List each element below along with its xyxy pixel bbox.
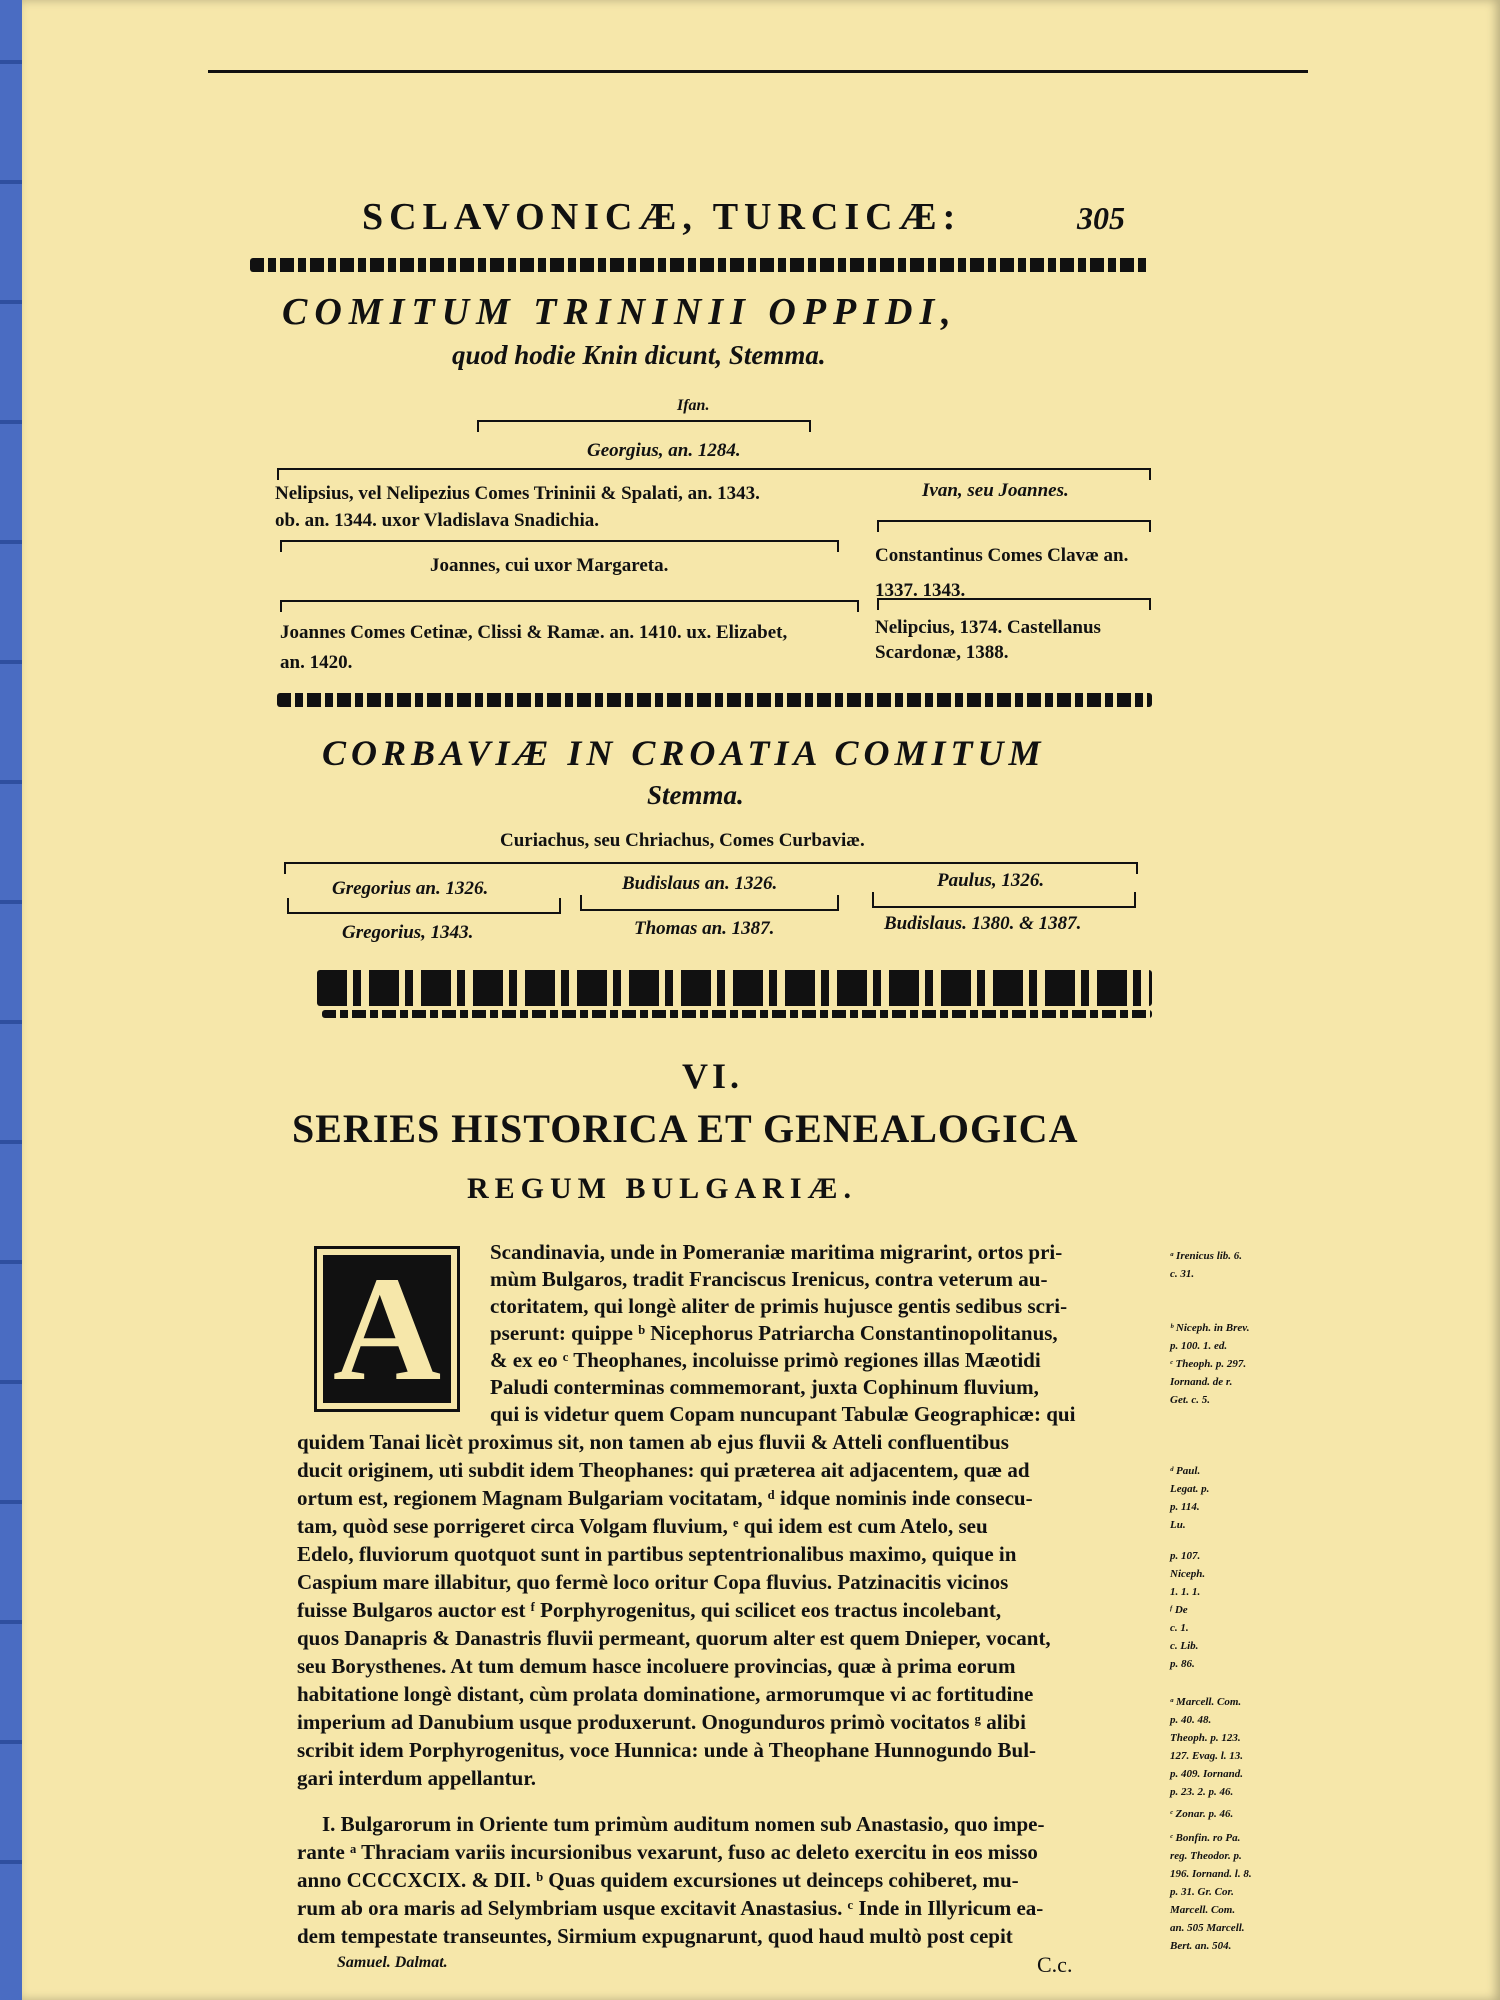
text-line: Caspium mare illabitur, quo fermè loco oritur Copa fluvius. Patzinacitis vicinos [297,1570,1009,1594]
margin-note: ᵈ Paul. [1170,1465,1201,1477]
text-line: ortum est, regionem Magnam Bulgariam vocitatam, ᵈ idque nominis inde consecu- [297,1486,1033,1510]
brace-gen2-right [877,520,1151,532]
margin-note: ᵃ Marcell. Com. [1170,1696,1242,1708]
margin-note: 196. Iornand. l. 8. [1170,1868,1252,1880]
page-number: 305 [1077,200,1125,236]
stemma-nelipsius-2: ob. an. 1344. uxor Vladislava Snadichia. [275,510,599,531]
text-line: rante ᵃ Thraciam variis incursionibus vexarunt, fuso ac deleto exercitu in eos misso [297,1840,1038,1864]
stemma-ivan: Ivan, seu Joannes. [922,480,1069,501]
brace-budislaus [580,895,839,911]
section1-subtitle: quod hodie Knin dicunt, Stemma. [452,340,826,370]
brace-gregorius [287,898,561,914]
margin-note: an. 505 Marcell. [1170,1922,1245,1934]
stemma-joannes-cetinae-2: an. 1420. [280,652,353,673]
text-line: fuisse Bulgaros auctor est ᶠ Porphyrogenitus, qui scilicet eos tractus incolebant, [297,1598,1002,1622]
ornament-rule [250,258,1150,272]
margin-note: Legat. p. [1170,1483,1210,1495]
stemma-joannes: Joannes, cui uxor Margareta. [430,555,669,576]
text-line: tam, quòd sese porrigeret circa Volgam fluvium, ᵉ qui idem est cum Atelo, seu [297,1514,988,1538]
brace-paulus [872,892,1136,908]
margin-note: Get. c. 5. [1170,1394,1211,1406]
text-line: ctoritatem, qui longè aliter de primis hujusce gentis sedibus scri- [490,1294,1068,1318]
brace-gen2-left [280,540,839,552]
brace-gen3-right [877,598,1151,610]
margin-note: p. 107. [1170,1550,1201,1562]
margin-note: 127. Evag. l. 13. [1170,1750,1244,1762]
margin-note: p. 114. [1170,1501,1200,1513]
text-line: dem tempestate transeuntes, Sirmium expugnarunt, quod haud multò post cepit [297,1924,1013,1948]
text-line: Scandinavia, unde in Pomeraniæ maritima migrarint, ortos pri- [490,1240,1063,1264]
margin-note: p. 409. Iornand. [1170,1768,1244,1780]
margin-note: Bert. an. 504. [1170,1940,1232,1952]
section2-title: CORBAVIÆ IN CROATIA COMITUM [322,733,1046,773]
section-numeral: VI. [682,1056,744,1096]
text-line: gari interdum appellantur. [297,1766,536,1790]
ornament-band [317,970,1152,1006]
signature-mark: C.c. [1037,1952,1073,1977]
stemma-joannes-cetinae: Joannes Comes Cetinæ, Clissi & Ramæ. an. 1410. ux. Elizabet, [280,622,788,643]
margin-note: Lu. [1170,1519,1186,1531]
margin-note: p. 23. 2. p. 46. [1170,1786,1234,1798]
margin-note: Theoph. p. 123. [1170,1732,1241,1744]
margin-note: p. 86. [1170,1658,1195,1670]
section1-title: COMITUM TRININII OPPIDI, [282,291,958,333]
stemma-gregorius: Gregorius an. 1326. [332,878,489,899]
margin-note: p. 100. 1. ed. [1170,1340,1228,1352]
text-line: habitatione longè distant, cùm prolata dominatione, armorumque vi ac fortitudine [297,1682,1034,1706]
text-line: seu Borysthenes. At tum demum hasce incoluere provincias, quæ à prima eorum [297,1654,1016,1678]
text-line: qui is videtur quem Copam nuncupant Tabulæ Geographicæ: qui [490,1402,1076,1426]
margin-note: 1. 1. 1. [1170,1586,1201,1598]
stemma-constantinus-2: 1337. 1343. [875,580,966,601]
stemma-nelipcius: Nelipcius, 1374. Castellanus [875,617,1101,638]
margin-note: p. 40. 48. [1170,1714,1212,1726]
brace-gen3-left [280,600,859,612]
stemma-ifan: Ifan. [677,397,710,414]
stemma-gregorius-2: Gregorius, 1343. [342,922,474,943]
margin-note: Iornand. de r. [1170,1376,1233,1388]
text-line: & ex eo ᶜ Theophanes, incoluisse primò regiones illas Mæotidi [490,1348,1041,1372]
running-title: SCLAVONICÆ, TURCICÆ: [362,196,962,238]
section3-subtitle: REGUM BULGARIÆ. [467,1172,858,1205]
section2-subtitle: Stemma. [647,780,744,810]
text-line: quos Danapris & Danastris fluvii permeant, quorum alter est quem Dnieper, vocant, [297,1626,1051,1650]
catchword: Samuel. Dalmat. [337,1954,448,1971]
text-line: Paludi conterminas commemorant, juxta Cophinum fluvium, [490,1375,1039,1399]
text-line: mùm Bulgaros, tradit Franciscus Irenicus, contra veterum au- [490,1267,1048,1291]
stemma-constantinus: Constantinus Comes Clavæ an. [875,545,1129,566]
top-rule [208,70,1308,73]
margin-note: ᶜ Zonar. p. 46. [1170,1808,1234,1820]
text-line: pserunt: quippe ᵇ Nicephorus Patriarcha Constantinopolitanus, [490,1321,1058,1345]
text-line: rum ab ora maris ad Selymbriam usque excitavit Anastasius. ᶜ Inde in Illyricum ea- [297,1896,1044,1920]
margin-note: c. Lib. [1170,1640,1199,1652]
stemma-curiachus: Curiachus, seu Chriachus, Comes Curbaviæ. [500,830,865,851]
margin-note: c. 31. [1170,1268,1195,1280]
dropcap-initial: A [314,1246,460,1412]
ornament-rule-2 [277,693,1152,707]
text-line: quidem Tanai licèt proximus sit, non tamen ab ejus fluvii & Atteli confluentibus [297,1430,1009,1454]
stemma-budislaus-2: Budislaus. 1380. & 1387. [884,913,1082,934]
margin-note: Marcell. Com. [1170,1904,1236,1916]
margin-note: Niceph. [1170,1568,1206,1580]
stemma-nelipsius: Nelipsius, vel Nelipezius Comes Trininii & Spalati, an. 1343. [275,483,760,504]
text-line: I. Bulgarorum in Oriente tum primùm auditum nomen sub Anastasio, quo impe- [322,1812,1045,1836]
stemma-thomas: Thomas an. 1387. [634,918,775,939]
ornament-band-lower [322,1010,1152,1018]
book-page [22,0,1500,2000]
margin-note: ᶜ Bonfin. ro Pa. [1170,1832,1241,1844]
stemma-georgius: Georgius, an. 1284. [587,440,741,461]
margin-note: ᶜ Theoph. p. 297. [1170,1358,1247,1370]
text-line: imperium ad Danubium usque produxerunt. Onogunduros primò vocitatos ᵍ alibi [297,1710,1026,1734]
text-line: Edelo, fluviorum quotquot sunt in partibus septentrionalibus maximo, quique in [297,1542,1017,1566]
paper-sheet [22,0,1500,2000]
text-line: ducit originem, uti subdit idem Theophanes: qui præterea ait adjacentem, quæ ad [297,1458,1030,1482]
section3-title: SERIES HISTORICA ET GENEALOGICA [292,1106,1079,1151]
text-line: anno CCCCXCIX. & DII. ᵇ Quas quidem excursiones ut deinceps cohiberet, mu- [297,1868,1019,1892]
margin-note: reg. Theodor. p. [1170,1850,1242,1862]
stemma-budislaus: Budislaus an. 1326. [622,873,778,894]
text-line: scribit idem Porphyrogenitus, voce Hunnica: unde à Theophane Hunnogundo Bul- [297,1738,1037,1762]
margin-note: p. 31. Gr. Cor. [1170,1886,1234,1898]
stemma-paulus: Paulus, 1326. [937,870,1045,891]
brace-gen0 [477,420,811,432]
brace-gen1 [277,468,1151,480]
margin-note: ᵃ Irenicus lib. 6. [1170,1250,1243,1262]
stemma-nelipcius-2: Scardonæ, 1388. [875,642,1009,663]
margin-note: ᵇ Niceph. in Brev. [1170,1322,1250,1334]
margin-note: ᶠ De [1170,1604,1188,1616]
margin-note: c. 1. [1170,1622,1189,1634]
